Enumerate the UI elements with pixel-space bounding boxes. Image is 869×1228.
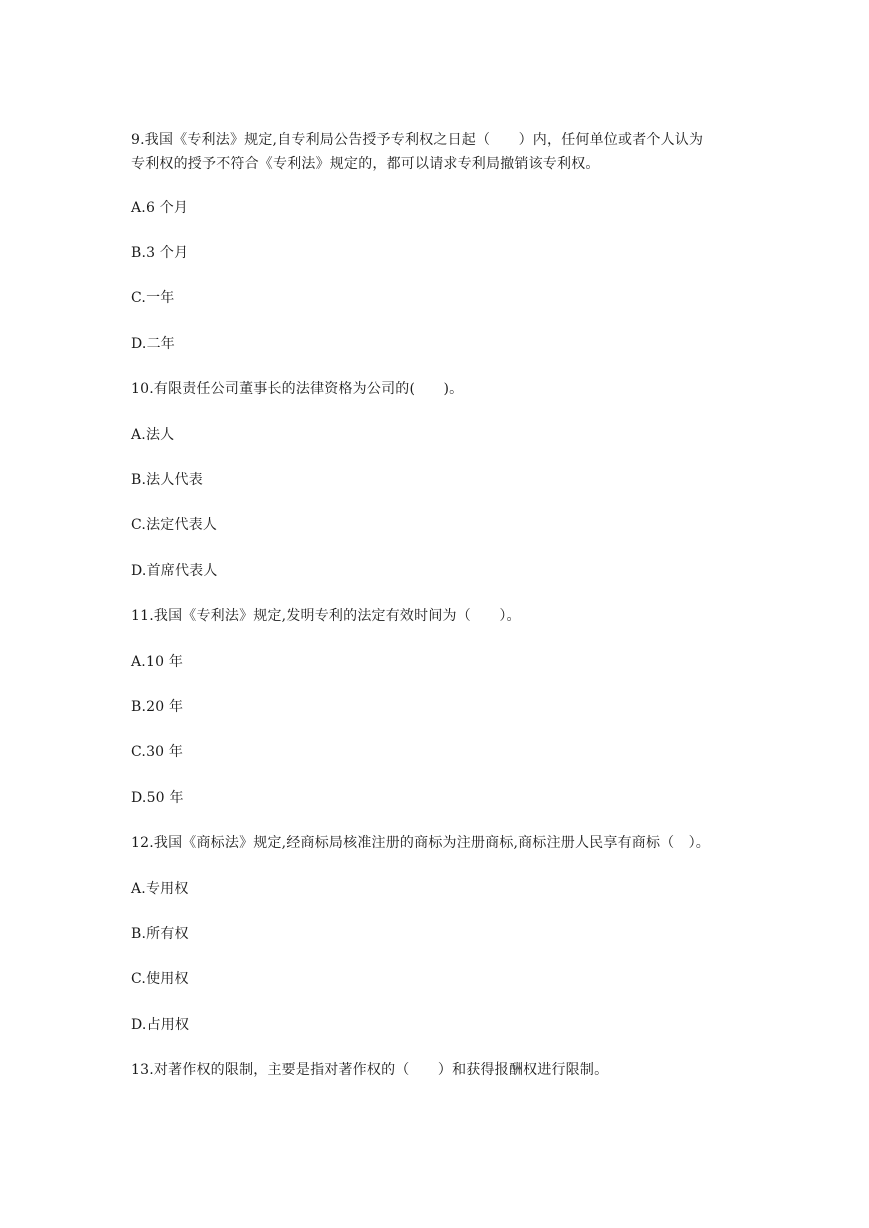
question-11-option-a: A.10 年	[131, 654, 184, 670]
question-11-option-b: B.20 年	[131, 699, 184, 715]
question-12-option-b: B.所有权	[131, 926, 189, 942]
question-11-option-d: D.50 年	[131, 790, 184, 806]
question-10-option-b: B.法人代表	[131, 472, 203, 488]
question-12-stem: 12.我国《商标法》规定,经商标局核准注册的商标为注册商标,商标注册人民享有商标（ ）。	[131, 835, 710, 851]
question-9-option-c: C.一年	[131, 290, 175, 306]
question-12-option-d: D.占用权	[131, 1017, 190, 1033]
question-9-option-b: B.3 个月	[131, 245, 189, 261]
question-10-stem: 10.有限责任公司董事长的法律资格为公司的( )。	[131, 381, 464, 397]
question-12-option-c: C.使用权	[131, 971, 189, 987]
question-11-stem: 11.我国《专利法》规定,发明专利的法定有效时间为（ ）。	[131, 608, 521, 624]
question-11-option-c: C.30 年	[131, 744, 184, 760]
question-9-option-d: D.二年	[131, 336, 175, 352]
question-9-option-a: A.6 个月	[131, 200, 189, 216]
question-10-option-d: D.首席代表人	[131, 563, 218, 579]
question-10-option-a: A.法人	[131, 427, 175, 443]
question-9-stem-line-1: 9.我国《专利法》规定,自专利局公告授予专利权之日起（ ）内，任何单位或者个人认为	[131, 132, 704, 148]
question-12-option-a: A.专用权	[131, 881, 189, 897]
question-10-option-c: C.法定代表人	[131, 517, 218, 533]
question-13-stem: 13.对著作权的限制，主要是指对著作权的（ ）和获得报酬权进行限制。	[131, 1062, 609, 1078]
question-9-stem-line-2: 专利权的授予不符合《专利法》规定的，都可以请求专利局撤销该专利权。	[131, 156, 600, 172]
